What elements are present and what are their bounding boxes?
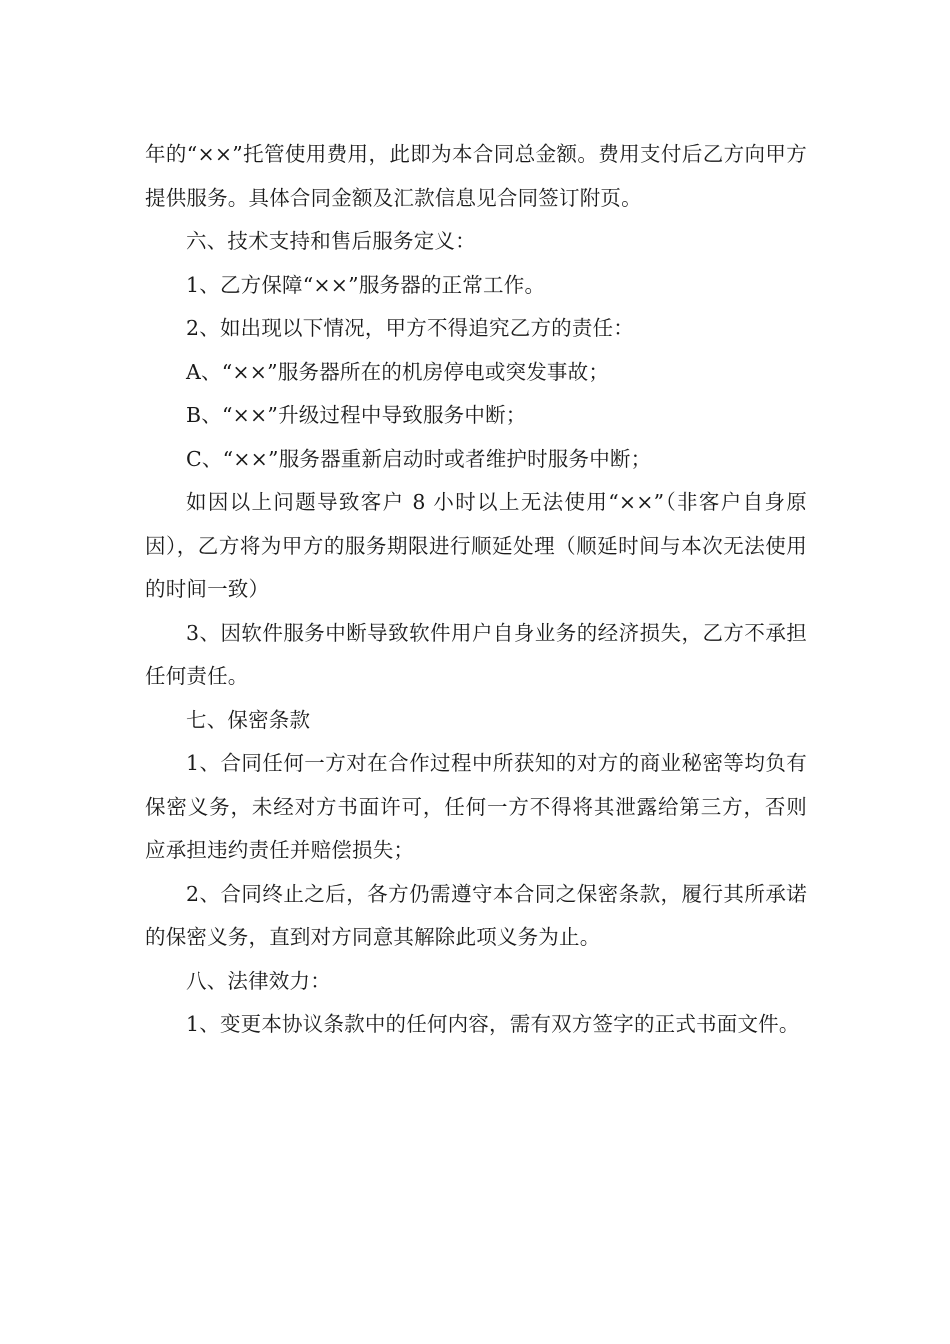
clause-exemptions: 2、如出现以下情况，甲方不得追究乙方的责任： — [186, 316, 634, 340]
section-heading-support: 六、技术支持和售后服务定义： — [186, 229, 476, 253]
document-body — [145, 133, 807, 1047]
clause-confidentiality-after-termination: 2、合同终止之后，各方仍需遵守本合同之保密条款，履行其所承诺的保密义务，直到对方同意其解除此项义务为止。 — [145, 881, 807, 949]
clause-extension: 如因以上问题导致客户 8 小时以上无法使用“××”（非客户自身原因），乙方将为甲方的服务期限进行顺延处理（顺延时间与本次无法使用的时间一致） — [145, 490, 807, 601]
clause-no-liability: 3、因软件服务中断导致软件用户自身业务的经济损失，乙方不承担任何责任。 — [145, 620, 807, 688]
section-heading-confidentiality: 七、保密条款 — [186, 707, 311, 732]
section-heading-legal-effect: 八、法律效力： — [186, 968, 331, 993]
clause-amendment: 1、变更本协议条款中的任何内容，需有双方签字的正式书面文件。 — [186, 1012, 800, 1036]
exemption-item-b: B、“××”升级过程中导致服务中断； — [186, 403, 527, 427]
clause-confidentiality-duty: 1、合同任何一方对在合作过程中所获知的对方的商业秘密等均负有保密义务，未经对方书面许可，任何一方不得将其泄露给第三方，否则应承担违约责任并赔偿损失； — [145, 751, 807, 862]
exemption-item-a: A、“××”服务器所在的机房停电或突发事故； — [186, 359, 610, 384]
paragraph-fee-continuation: 年的“××”托管使用费用，此即为本合同总金额。费用支付后乙方向甲方提供服务。具体合同金额及汇款信息见合同签订附页。 — [145, 142, 807, 210]
exemption-item-c: C、“××”服务器重新启动时或者维护时服务中断； — [186, 446, 652, 471]
clause-server-guarantee: 1、乙方保障“××”服务器的正常工作。 — [186, 272, 546, 297]
